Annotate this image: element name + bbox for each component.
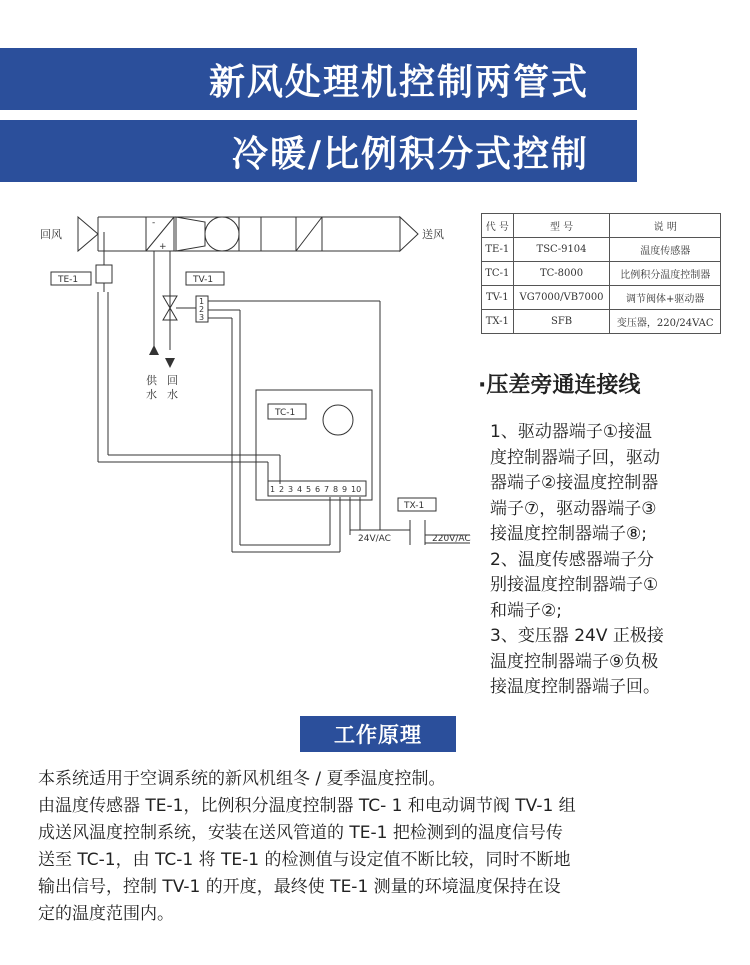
tv-terminal: 3 <box>199 313 205 322</box>
table-row <box>482 262 721 286</box>
tc-terminal: 5 <box>306 485 312 494</box>
cell-desc: 变压器，220/24VAC <box>610 310 721 334</box>
wiring-title: ·压差旁通连接线 <box>478 373 641 398</box>
supply-water-char-1: 供 <box>146 374 157 387</box>
title-line-1: 新风处理机控制两管式 <box>208 61 589 103</box>
tc-terminal: 9 <box>342 485 348 494</box>
return-water-char-2: 水 <box>167 388 178 401</box>
header-desc: 说 明 <box>610 214 721 238</box>
principle-line: 输出信号，控制 TV-1 的开度，最终使 TE-1 测量的环境温度保持在设 <box>38 877 561 897</box>
cell-desc: 比例积分温度控制器 <box>610 262 721 286</box>
cell-model: TSC-9104 <box>513 238 610 262</box>
return-water-char-1: 回 <box>167 374 178 387</box>
tc-label: TC-1 <box>275 408 296 418</box>
tv-terminal: 1 <box>199 297 205 306</box>
tc-terminal: 6 <box>315 485 321 494</box>
return-air-label: 回风 <box>40 228 62 241</box>
principle-line: 送至 TC-1，由 TC-1 将 TE-1 的检测值与设定值不断比较，同时不断地 <box>38 850 571 870</box>
table-row <box>482 286 721 310</box>
wiring-line: 3、变压器 24V 正极接 <box>490 626 664 646</box>
tc-terminal: 2 <box>279 485 285 494</box>
principle-line: 本系统适用于空调系统的新风机组冬 / 夏季温度控制。 <box>38 769 446 789</box>
supply-water-char-2: 水 <box>146 388 157 401</box>
v24-label: 24V/AC <box>358 534 391 544</box>
cell-model: TC-8000 <box>513 262 610 286</box>
wiring-notes <box>490 420 722 701</box>
wiring-diagram <box>0 200 480 580</box>
cell-code: TC-1 <box>482 262 514 286</box>
header-model: 型 号 <box>513 214 610 238</box>
title-banner-2 <box>0 120 637 182</box>
tc-terminal: 7 <box>324 485 330 494</box>
principle-line: 成送风温度控制系统，安装在送风管道的 TE-1 把检测到的温度信号传 <box>38 823 563 843</box>
te-label: TE-1 <box>58 275 79 285</box>
principle-title: 工作原理 <box>334 723 422 747</box>
title-line-2: 冷暖/比例积分式控制 <box>231 133 589 175</box>
principle-line: 定的温度范围内。 <box>38 904 174 924</box>
wiring-line: 器端子②接温度控制器 <box>490 473 659 493</box>
title-banner-1 <box>0 48 637 110</box>
principle-heading <box>300 716 456 752</box>
cell-code: TX-1 <box>482 310 514 334</box>
tc-terminal: 4 <box>297 485 303 494</box>
wiring-line: 端子⑦，驱动器端子③ <box>490 498 657 519</box>
tx-label: TX-1 <box>404 501 425 511</box>
header-code: 代 号 <box>482 214 514 238</box>
cell-code: TV-1 <box>482 286 514 310</box>
wiring-line: 接温度控制器端子⑧; <box>490 524 647 544</box>
cell-model: SFB <box>513 310 610 334</box>
table-row <box>482 310 721 334</box>
tc-terminal: 10 <box>351 485 362 494</box>
tv-terminal: 2 <box>199 305 205 314</box>
principle-line: 由温度传感器 TE-1，比例积分温度控制器 TC- 1 和电动调节阀 TV-1 组 <box>38 796 576 816</box>
table-row <box>482 238 721 262</box>
wiring-line: 和端子②; <box>490 600 562 621</box>
plus-sign: + <box>159 242 167 252</box>
wiring-line: 度控制器端子回，驱动 <box>490 447 660 468</box>
wiring-line: 别接温度控制器端子① <box>490 575 659 595</box>
tc-terminal: 1 <box>270 485 276 494</box>
cell-desc: 调节阀体+驱动器 <box>610 286 721 310</box>
wiring-line: 2、温度传感器端子分 <box>490 549 654 570</box>
wiring-line: 接温度控制器端子回。 <box>490 677 660 697</box>
supply-air-label: 送风 <box>422 228 444 241</box>
minus-sign: - <box>152 218 156 228</box>
wiring-line: 1、驱动器端子①接温 <box>490 422 653 442</box>
cell-model: VG7000/VB7000 <box>513 286 610 310</box>
cell-desc: 温度传感器 <box>610 238 721 262</box>
v220-label: 220V/AC <box>432 534 471 544</box>
principle-text <box>38 766 718 928</box>
tc-terminal: 8 <box>333 485 339 494</box>
component-table <box>481 213 721 334</box>
table-header-row <box>482 214 721 238</box>
wiring-line: 温度控制器端子⑨负极 <box>490 651 659 672</box>
tv-label: TV-1 <box>193 275 214 285</box>
cell-code: TE-1 <box>482 238 514 262</box>
tc-terminal: 3 <box>288 485 294 494</box>
